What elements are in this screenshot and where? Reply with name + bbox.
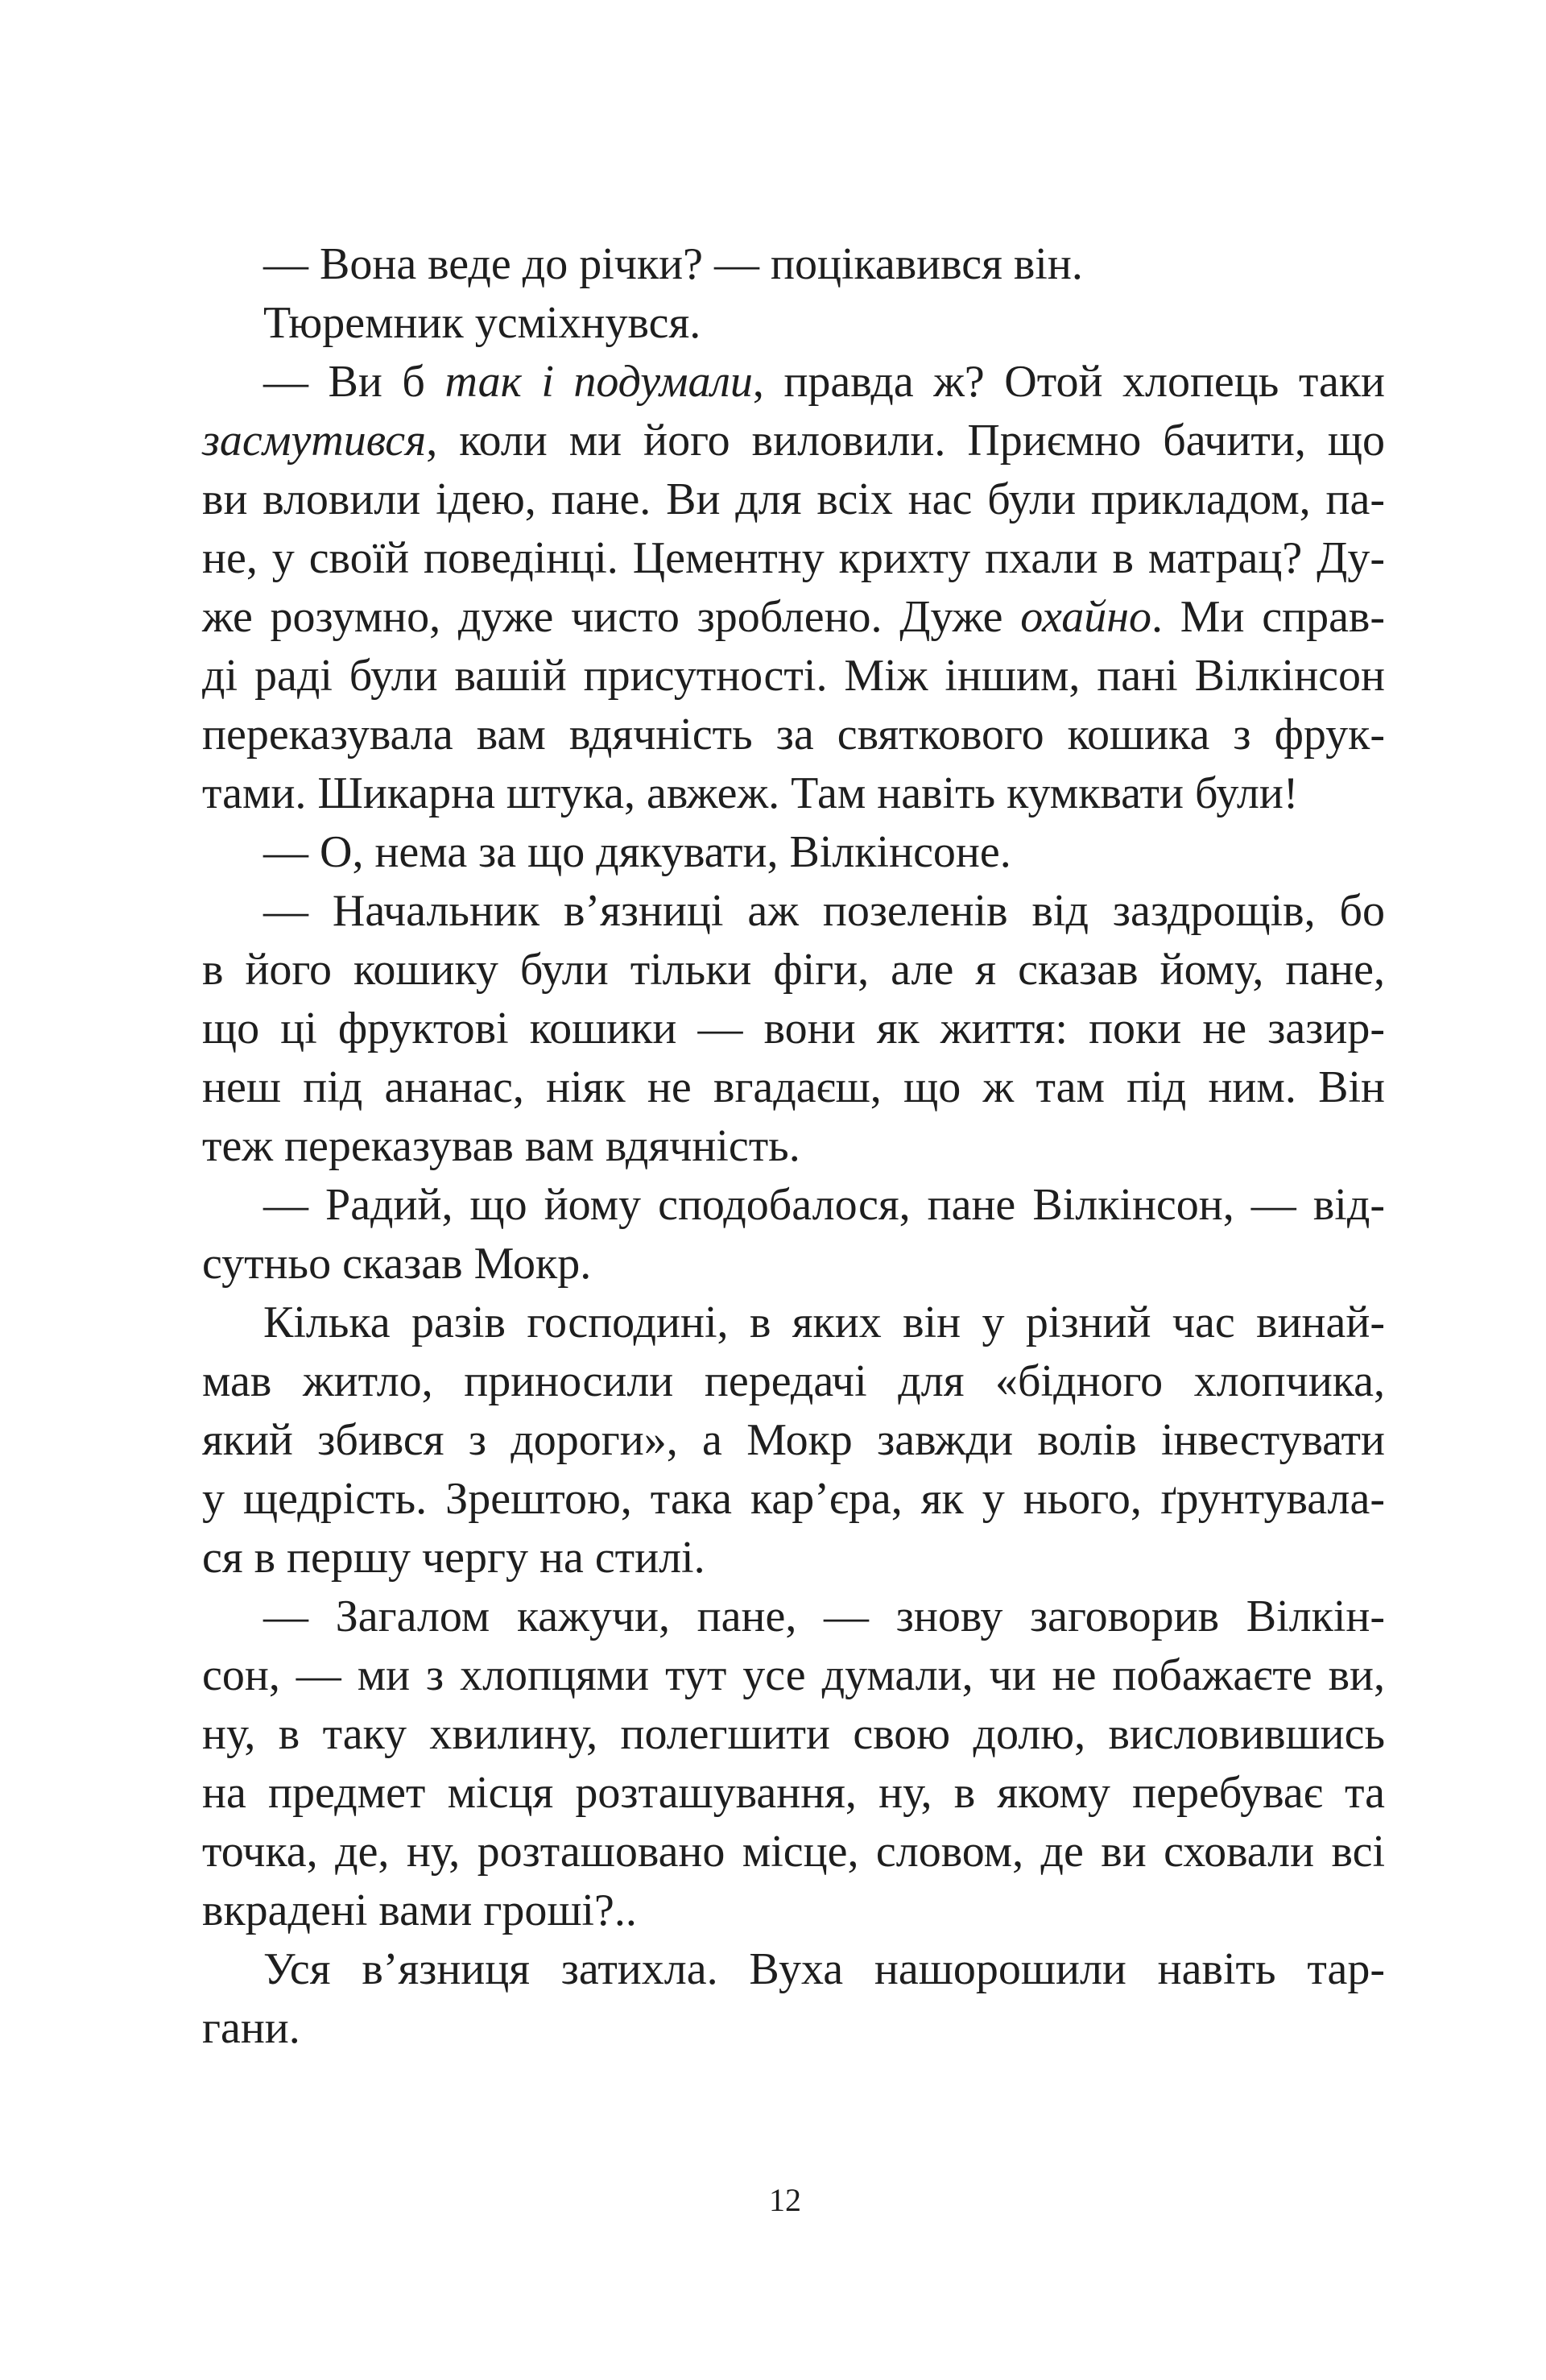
text-segment: що ці фруктові кошики — вони як життя: поки не зазир- — [202, 1004, 1385, 1053]
text-segment: тами. Шикарна штука, авжеж. Там навіть кумквати були! — [202, 768, 1299, 818]
text-segment: же розумно, дуже чисто зроблено. Дуже — [202, 592, 1021, 642]
text-segment: Тюремник усміхнувся. — [263, 298, 701, 348]
text-line — [202, 941, 1385, 1000]
text-line — [202, 1235, 1385, 1293]
text-segment: у щедрість. Зрештою, така кар’єра, як у нього, ґрунтувала- — [202, 1474, 1385, 1524]
text-line — [202, 1764, 1385, 1823]
text-line — [202, 706, 1385, 764]
text-line — [202, 470, 1385, 529]
text-segment: — Радий, що йому сподобалося, пане Вілкінсон, — від- — [263, 1180, 1385, 1230]
text-line — [202, 235, 1385, 294]
text-line — [202, 1176, 1385, 1235]
text-line — [202, 1470, 1385, 1529]
text-segment: який збився з дороги», а Мокр завжди волів інвестувати — [202, 1415, 1385, 1465]
text-line — [202, 1411, 1385, 1470]
text-segment: , коли ми його виловили. Приємно бачити, що — [426, 416, 1385, 466]
text-segment: ді раді були вашій присутності. Між іншим, пані Вілкінсон — [202, 651, 1385, 701]
text-line — [202, 353, 1385, 412]
text-line — [202, 1529, 1385, 1587]
text-line — [202, 1117, 1385, 1176]
text-segment: — Вона веде до річки? — поцікавився він. — [263, 239, 1083, 289]
text-segment: Кілька разів господині, в яких він у різний час винай- — [263, 1298, 1385, 1347]
text-line — [202, 1000, 1385, 1058]
text-line — [202, 1999, 1385, 2058]
text-segment: на предмет місця розташування, ну, в якому перебуває та — [202, 1768, 1385, 1818]
text-segment: ви вловили ідею, пане. Ви для всіх нас були прикладом, па- — [202, 474, 1385, 524]
text-segment: точка, де, ну, розташовано місце, словом, де ви сховали всі — [202, 1827, 1385, 1877]
body-text — [202, 235, 1385, 2058]
text-segment: вкрадені вами гроші?.. — [202, 1885, 637, 1935]
text-line — [202, 1646, 1385, 1705]
italic-text: охайно — [1020, 592, 1152, 642]
italic-text: засмутився — [202, 416, 427, 466]
text-segment: неш під ананас, ніяк не вгадаєш, що ж там під ним. Він — [202, 1062, 1385, 1112]
text-line — [202, 412, 1385, 470]
text-line — [202, 1823, 1385, 1881]
text-segment: . Ми справ- — [1151, 592, 1386, 642]
text-segment: — Загалом кажучи, пане, — знову заговорив Вілкін- — [263, 1591, 1385, 1641]
text-line — [202, 588, 1385, 647]
text-segment: сон, — ми з хлопцями тут усе думали, чи не побажаєте ви, — [202, 1650, 1385, 1700]
text-segment: мав житло, приносили передачі для «бідного хлопчика, — [202, 1356, 1385, 1406]
text-line — [202, 647, 1385, 706]
text-segment: сутньо сказав Мокр. — [202, 1239, 592, 1289]
text-line — [202, 1293, 1385, 1352]
text-segment: , правда ж? Отой хлопець таки — [752, 357, 1386, 407]
text-line — [202, 764, 1385, 823]
text-line — [202, 1940, 1385, 1999]
text-segment: ся в першу чергу на стилі. — [202, 1533, 705, 1583]
text-segment: Уся в’язниця затихла. Вуха нашорошили навіть тар- — [263, 1944, 1385, 1994]
text-segment: — О, нема за що дякувати, Вілкінсоне. — [263, 827, 1011, 877]
text-line — [202, 1587, 1385, 1646]
text-segment: ну, в таку хвилину, полегшити свою долю, висловившись — [202, 1709, 1385, 1759]
text-line — [202, 1705, 1385, 1764]
text-line — [202, 1352, 1385, 1411]
text-line — [202, 529, 1385, 588]
text-line — [202, 823, 1385, 882]
text-line — [202, 294, 1385, 353]
italic-text: так і подумали — [444, 357, 753, 407]
text-segment: теж переказував вам вдячність. — [202, 1121, 800, 1171]
text-segment: в його кошику були тільки фіги, але я сказав йому, пане, — [202, 945, 1385, 995]
page-number: 12 — [769, 2182, 801, 2218]
text-line — [202, 1881, 1385, 1940]
text-line — [202, 1058, 1385, 1117]
text-segment: переказувала вам вдячність за святкового кошика з фрук- — [202, 710, 1385, 760]
text-segment: гани. — [202, 2003, 300, 2053]
text-segment: не, у своїй поведінці. Цементну крихту пхали в матрац? Ду- — [202, 533, 1385, 583]
text-segment: — Начальник в’язниці аж позеленів від заздрощів, бо — [263, 886, 1385, 936]
text-segment: — Ви б — [263, 357, 445, 407]
text-line — [202, 882, 1385, 941]
